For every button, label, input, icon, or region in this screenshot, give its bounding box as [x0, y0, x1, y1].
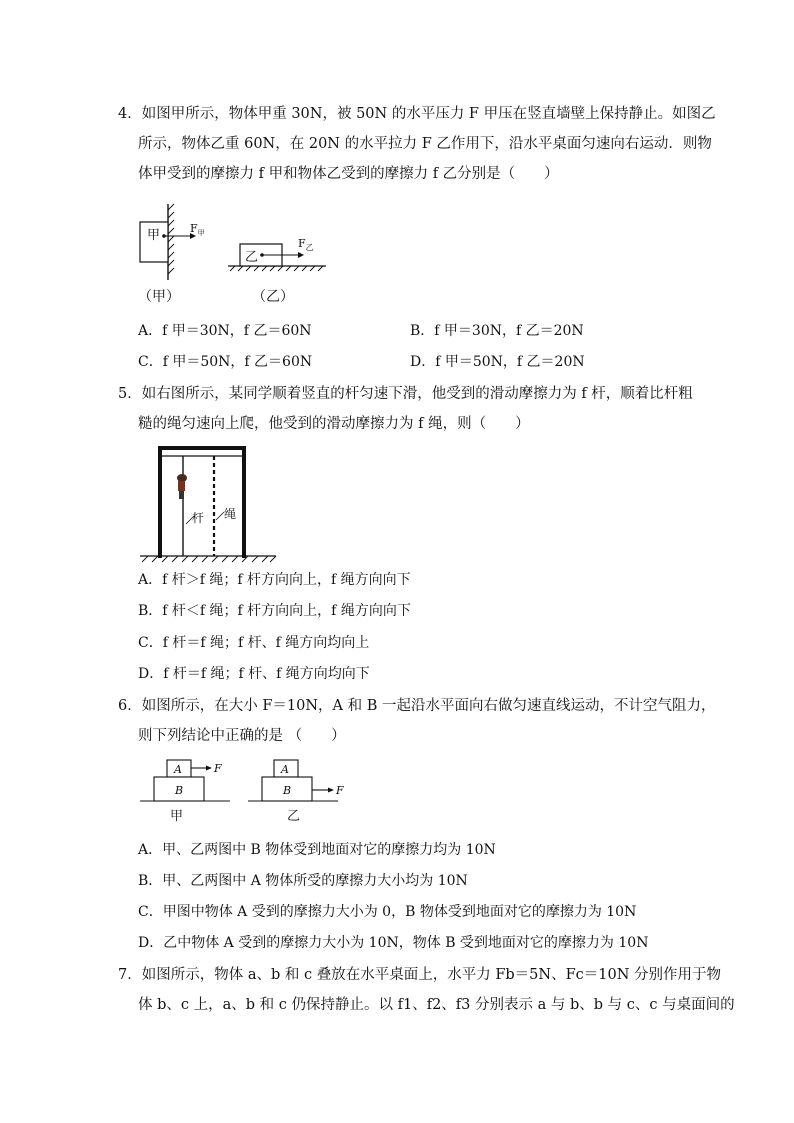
force-jia-label: $F_甲$ [190, 222, 205, 237]
q4-stem-line2: 所示，物体乙重 60N，在 20N 的水平拉力 F 乙作用下，沿水平桌面匀速向右运动．则物 [138, 136, 712, 152]
block-yi-label: 乙 [245, 250, 259, 265]
q6-option-d: D．乙中物体 A 受到的摩擦力大小为 10N，物体 B 受到地面对它的摩擦力为 10N [138, 935, 649, 951]
q4-option-a: A．f 甲＝30N，f 乙＝60N [138, 323, 312, 339]
q4-option-b: B．f 甲＝30N，f 乙＝20N [410, 323, 584, 339]
q5-option-c: C．f 杆＝f 绳；f 杆、f 绳方向均向上 [138, 635, 370, 651]
q5-stem-line2: 糙的绳匀速向上爬，他受到的滑动摩擦力为 f 绳，则（ ） [138, 416, 530, 432]
climber [177, 474, 187, 499]
q4-stem-line3: 体甲受到的摩擦力 f 甲和物体乙受到的摩擦力 f 乙分别是（ ） [138, 166, 559, 182]
q7-stem-line1: 7．如图所示，物体 a、b 和 c 叠放在水平桌面上，水平力 Fb＝5N、Fc＝10N 分别作用于物 [118, 967, 722, 983]
q6-caption-yi: 乙 [287, 809, 301, 824]
q4-option-c: C．f 甲＝50N，f 乙＝60N [138, 354, 313, 370]
q4-caption-jia: （甲） [138, 289, 180, 305]
q5-option-d: D．f 杆＝f 绳；f 杆、f 绳方向均向下 [138, 666, 370, 682]
q6-option-c: C．甲图中物体 A 受到的摩擦力大小为 0，B 物体受到地面对它的摩擦力为 10N [138, 904, 637, 920]
pole-label: 杆 [192, 511, 205, 525]
force-yi-label: $F_乙$ [298, 237, 314, 252]
q5-option-b: B．f 杆＜f 绳；f 杆方向向上，f 绳方向向下 [138, 603, 411, 619]
wall-hatch [168, 204, 174, 274]
q5-stem-line1: 5．如右图所示，某同学顺着竖直的杆匀速下滑，他受到的滑动摩擦力为 f 杆，顺着比杆粗 [118, 386, 693, 402]
q4-caption-yi: （乙） [252, 289, 294, 305]
svg-text:A: A [281, 763, 289, 776]
svg-text:F: F [214, 762, 222, 775]
rope-label: 绳 [224, 507, 237, 521]
q5-option-a: A．f 杆＞f 绳；f 杆方向向上，f 绳方向向下 [138, 572, 411, 588]
svg-text:B: B [283, 784, 292, 797]
q6-figure [138, 756, 358, 806]
block-jia-label: 甲 [147, 228, 161, 243]
q4-figure [130, 198, 330, 280]
q6-stem-line1: 6．如图所示，在大小 F＝10N，A 和 B 一起沿水平面向右做匀速直线运动，不计空气阻力， [118, 698, 716, 714]
q6-option-a: A．甲、乙两图中 B 物体受到地面对它的摩擦力均为 10N [138, 842, 496, 858]
svg-text:B: B [175, 784, 184, 797]
q4-stem-line1: 4．如图甲所示，物体甲重 30N，被 50N 的水平压力 F 甲压在竖直墙壁上保持静止。如图乙 [118, 106, 716, 122]
q6-option-b: B．甲、乙两图中 A 物体所受的摩擦力大小均为 10N [138, 873, 468, 889]
svg-text:F: F [336, 784, 344, 797]
svg-text:A: A [174, 763, 182, 776]
q4-option-d: D．f 甲＝50N，f 乙＝20N [410, 354, 585, 370]
q7-stem-line2: 体 b、c 上，a、b 和 c 仍保持静止。以 f1、f2、f3 分别表示 a 与 b、b 与 c、c 与桌面间的 [138, 997, 735, 1013]
q6-stem-line2: 则下列结论中正确的是 （ ） [138, 728, 346, 744]
q6-caption-jia: 甲 [170, 809, 184, 824]
q5-figure [138, 444, 278, 564]
